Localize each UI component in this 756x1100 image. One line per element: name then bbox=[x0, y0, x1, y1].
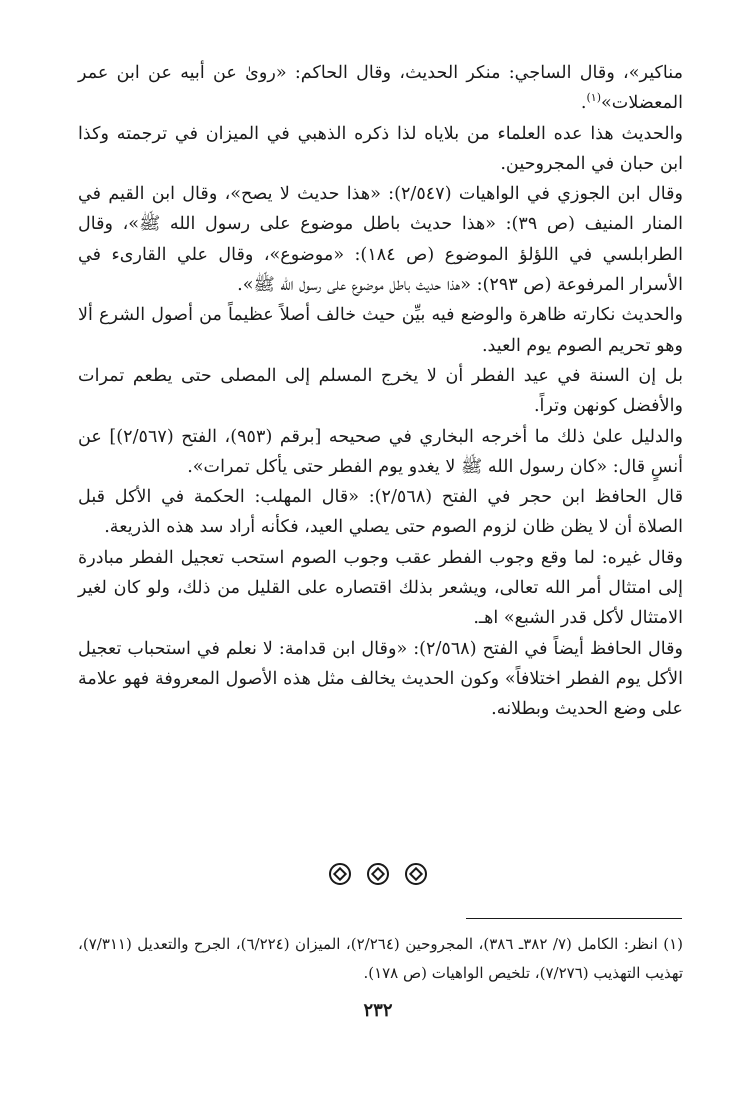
paragraph: والدليل علىٰ ذلك ما أخرجه البخاري في صحيحه [برقم (٩٥٣)، الفتح (٢/٥٦٧)] عن أنسٍ قال: «كان رسول الله ﷺ لا يغدو يوم الفطر حتى يأكل تمرات». bbox=[78, 426, 683, 477]
footnote-divider bbox=[466, 918, 682, 919]
main-text bbox=[78, 58, 683, 725]
paragraph: والحديث نكارته ظاهرة والوضع فيه بيِّن حيث خالف أصلاً عظيماً من أصول الشرع ألا وهو تحريم الصوم يوم العيد. bbox=[78, 305, 683, 356]
paragraph: وقال غيره: لما وقع وجوب الفطر عقب وجوب الصوم استحب تعجيل الفطر مبادرة إلى امتثال أمر الله تعالى، ويشعر بذلك اقتصاره على القليل من ذلك، ولو كان لغير الامتثال لأكل قدر الشبع» اهـ. bbox=[78, 547, 683, 629]
section-end-ornament bbox=[0, 863, 756, 885]
knot-ornament-icon bbox=[329, 863, 351, 885]
paragraph: بل إن السنة في عيد الفطر أن لا يخرج المسلم إلى المصلى حتى يطعم تمرات والأفضل كونهن وتراً. bbox=[78, 365, 683, 417]
paragraph: والحديث هذا عده العلماء من بلاياه لذا ذكره الذهبي في الميزان في ترجمته وكذا ابن حبان في المجروحين. bbox=[78, 123, 683, 174]
paragraph: وقال الحافظ أيضاً في الفتح (٢/٥٦٨): «وقال ابن قدامة: لا نعلم في استحباب تعجيل الأكل يوم الفطر اختلافاً» وكون الحديث يخالف مثل هذه الأصول المعروفة فهو علامة على وضع الحديث وبطلانه. bbox=[78, 638, 683, 720]
paragraph-text: مناكير»، وقال الساجي: منكر الحديث، وقال الحاكم: «روىٰ عن أبيه عن ابن عمر المعضلات» bbox=[78, 63, 683, 114]
footnote-reference: (١) bbox=[586, 91, 601, 105]
knot-ornament-icon bbox=[367, 863, 389, 885]
paragraph: وقال ابن الجوزي في الواهيات (٢/٥٤٧): «هذا حديث لا يصح»، وقال ابن القيم في المنار المنيف (ص ٣٩): «هذا حديث باطل موضوع على رسول الله ﷺ»، وقال الطرابلسي في اللؤلؤ الموضوع (ص ١٨٤): «موضوع»، وقال علي القارىء في الأسرار المرفوعة (ص ٢٩٣): «هذا حديث باطل موضوع على رسول الله ﷺ». bbox=[78, 184, 684, 296]
paragraph: مناكير»، وقال الساجي: منكر الحديث، وقال الحاكم: «روىٰ عن أبيه عن ابن عمر المعضلات»$^{(١)}$. bbox=[78, 63, 683, 114]
page-number: ٢٣٢ bbox=[363, 1000, 393, 1021]
footnote: (١) انظر: الكامل (٧/ ٣٨٢ـ ٣٨٦)، المجروحين (٢/٢٦٤)، الميزان (٦/٢٢٤)، الجرح والتعديل (٧/٣١١)، تهذيب التهذيب (٧/٢٧٦)، تلخيص الواهيات (ص ١٧٨). bbox=[78, 935, 683, 982]
knot-ornament-icon bbox=[405, 863, 427, 885]
paragraph: قال الحافظ ابن حجر في الفتح (٢/٥٦٨): «قال المهلب: الحكمة في الأكل قبل الصلاة أن لا يظن ظان لزوم الصوم حتى يصلي العيد، فكأنه أراد سد هذه الذريعة. bbox=[78, 487, 683, 538]
footnotes bbox=[78, 930, 683, 988]
